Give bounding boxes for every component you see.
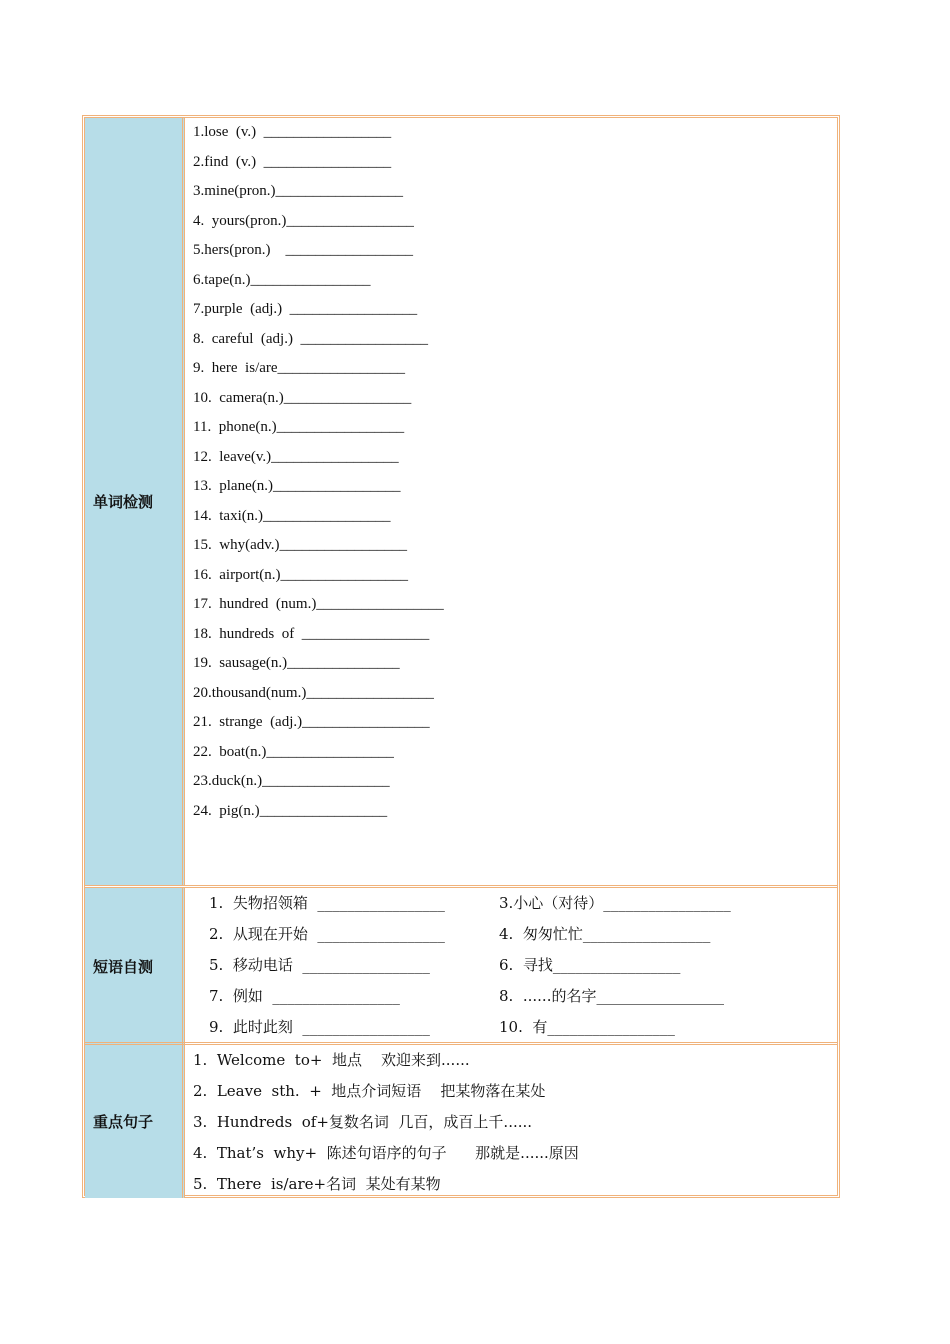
vocab-item: 5.hers(pron.) _________________ bbox=[193, 242, 413, 258]
vocab-item: 20.thousand(num.)_________________ bbox=[193, 684, 434, 701]
phrases-content bbox=[185, 888, 837, 1045]
sentences-list bbox=[193, 1047, 579, 1202]
vocab-item: 11. phone(n.)_________________ bbox=[193, 419, 405, 435]
vocab-item: 21. strange (adj.)_________________ bbox=[193, 714, 430, 730]
phrase-item: 2. 从现在开始 _________________ bbox=[209, 925, 445, 943]
vocab-item: 15. why(adv.)_________________ bbox=[193, 537, 408, 553]
sentence-item: 5. There is/are+名词 某处有某物 bbox=[193, 1175, 441, 1193]
vocab-content bbox=[185, 118, 837, 885]
vocab-item: 1.lose (v.) _________________ bbox=[193, 124, 392, 140]
vocab-item: 24. pig(n.)_________________ bbox=[193, 802, 388, 819]
vocab-item: 13. plane(n.)_________________ bbox=[193, 478, 401, 494]
vocab-item: 10. camera(n.)_________________ bbox=[193, 389, 412, 406]
vocab-item: 8. careful (adj.) _________________ bbox=[193, 330, 428, 347]
phrase-item: 1. 失物招领箱 _________________ bbox=[209, 894, 445, 912]
sentence-item: 4. That’s why+ 陈述句语序的句子 那就是......原因 bbox=[193, 1144, 579, 1162]
vocab-item: 2.find (v.) _________________ bbox=[193, 153, 392, 170]
phrases-grid bbox=[209, 890, 769, 1045]
phrase-item: 4. 匆匆忙忙_________________ bbox=[499, 925, 711, 943]
phrase-item: 7. 例如 _________________ bbox=[209, 987, 400, 1005]
phrase-item: 6. 寻找_________________ bbox=[499, 956, 681, 974]
vocab-item: 6.tape(n.)________________ bbox=[193, 271, 371, 288]
vocab-item: 19. sausage(n.)_______________ bbox=[193, 655, 400, 671]
sentence-item: 2. Leave sth. + 地点介词短语 把某物落在某处 bbox=[193, 1082, 546, 1100]
vocab-item: 16. airport(n.)_________________ bbox=[193, 566, 408, 583]
vocab-item: 18. hundreds of _________________ bbox=[193, 625, 430, 642]
vocab-item: 23.duck(n.)_________________ bbox=[193, 773, 390, 789]
vocab-list bbox=[193, 120, 444, 828]
phrases-label: 短语自测 bbox=[85, 888, 185, 1045]
vocab-section bbox=[85, 118, 837, 885]
vocab-item: 3.mine(pron.)_________________ bbox=[193, 183, 403, 199]
vocab-item: 9. here is/are_________________ bbox=[193, 360, 406, 376]
phrase-item: 8. ......的名字_________________ bbox=[499, 987, 724, 1005]
sentences-content bbox=[185, 1045, 837, 1198]
phrase-item: 3.小心（对待）_________________ bbox=[499, 894, 731, 912]
vocab-item: 14. taxi(n.)_________________ bbox=[193, 507, 391, 524]
vocab-item: 7.purple (adj.) _________________ bbox=[193, 301, 418, 317]
vocab-item: 4. yours(pron.)_________________ bbox=[193, 212, 414, 229]
vocab-item: 22. boat(n.)_________________ bbox=[193, 743, 394, 760]
phrase-item: 10. 有_________________ bbox=[499, 1018, 675, 1036]
worksheet-table bbox=[82, 115, 840, 1198]
phrases-section bbox=[85, 885, 837, 1045]
phrase-item: 9. 此时此刻 _________________ bbox=[209, 1018, 430, 1036]
sentences-section bbox=[85, 1042, 837, 1198]
vocab-item: 12. leave(v.)_________________ bbox=[193, 448, 399, 465]
sentence-item: 3. Hundreds of+复数名词 几百，成百上千...... bbox=[193, 1113, 533, 1131]
sentences-label: 重点句子 bbox=[85, 1045, 185, 1198]
vocab-label: 单词检测 bbox=[85, 118, 185, 885]
vocab-item: 17. hundred (num.)_________________ bbox=[193, 596, 444, 612]
phrase-item: 5. 移动电话 _________________ bbox=[209, 956, 430, 974]
sentence-item: 1. Welcome to+ 地点 欢迎来到...... bbox=[193, 1051, 470, 1069]
